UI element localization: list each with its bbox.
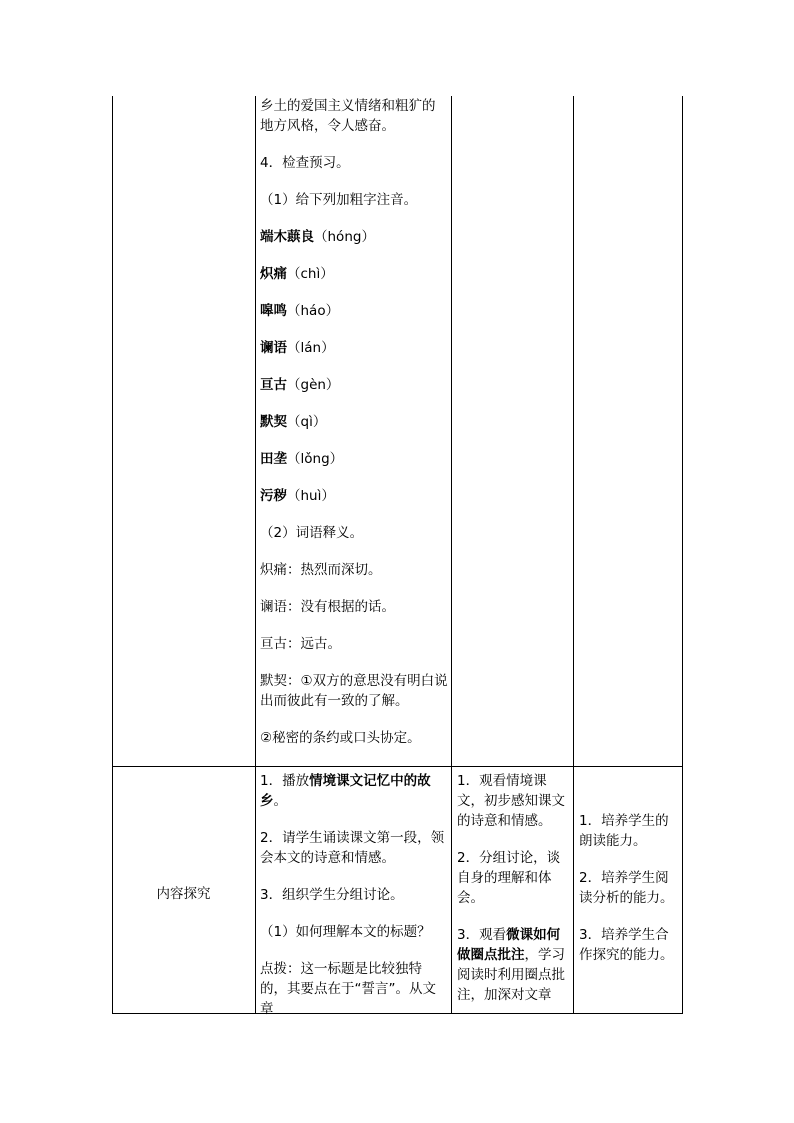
definition-item: 谰语：没有根据的话。 — [260, 599, 395, 615]
text-line: 3．观看微课如何做圈点批注，学习阅读时利用圈点批注，加深对文章 — [457, 927, 565, 1003]
text-line: （1）给下列加粗字注音。 — [260, 192, 418, 208]
table-border-left — [112, 96, 113, 1014]
text-line: 2．请学生诵读课文第一段，领会本文的诗意和情感。 — [260, 830, 445, 866]
pinyin-item: 亘古（gèn） — [260, 377, 340, 393]
definition-item: 亘古：远古。 — [260, 636, 341, 652]
table-column-divider-1 — [255, 96, 256, 1014]
pinyin-item: 端木蕻良（hóng） — [260, 229, 375, 245]
teacher-activity-cell-row1 — [260, 96, 448, 765]
text-line: 乡土的爱国主义情绪和粗犷的地方风格，令人感奋。 — [260, 98, 436, 134]
definition-item: ②秘密的条约或口头协定。 — [260, 730, 421, 746]
goal-item: 3．培养学生合作探究的能力。 — [579, 927, 674, 963]
text-line: 4．检查预习。 — [260, 155, 350, 171]
pinyin-item: 谰语（lán） — [260, 340, 335, 356]
teacher-activity-cell-row2 — [260, 771, 448, 1036]
text-line: （1）如何理解本文的标题？ — [260, 924, 431, 940]
text-line: 1．播放情境课文记忆中的故乡。 — [260, 773, 431, 809]
pinyin-item: 嗥鸣（háo） — [260, 303, 340, 319]
definitions-heading: （2）词语释义。 — [260, 525, 364, 541]
pinyin-item: 默契（qì） — [260, 414, 327, 430]
design-intent-cell-row2 — [579, 811, 679, 982]
definition-item: 默契：①双方的意思没有明白说出而彼此有一致的了解。 — [260, 673, 448, 709]
goal-item: 1．培养学生的朗读能力。 — [579, 813, 669, 849]
table-border-right — [682, 96, 683, 1014]
table-column-divider-2 — [451, 96, 452, 1014]
pinyin-item: 污秽（huì） — [260, 488, 335, 504]
text-line: 点拨：这一标题是比较独特的，其要点在于“誓言”。从文章 — [260, 961, 436, 1017]
goal-item: 2．培养学生阅读分析的能力。 — [579, 870, 674, 906]
pinyin-item: 田垄（lǒng） — [260, 451, 344, 467]
table-column-divider-3 — [573, 96, 574, 1014]
text-line: 1．观看情境课文，初步感知课文的诗意和情感。 — [457, 773, 565, 829]
section-label: 内容探究 — [156, 886, 211, 902]
pinyin-item: 炽痛（chì） — [260, 266, 334, 282]
text-line: 3．组织学生分组讨论。 — [260, 887, 404, 903]
student-activity-cell-row2 — [457, 771, 569, 1022]
definition-item: 炽痛：热烈而深切。 — [260, 562, 382, 578]
table-row-divider — [112, 766, 683, 767]
text-line: 2．分组讨论，谈自身的理解和体会。 — [457, 850, 561, 906]
